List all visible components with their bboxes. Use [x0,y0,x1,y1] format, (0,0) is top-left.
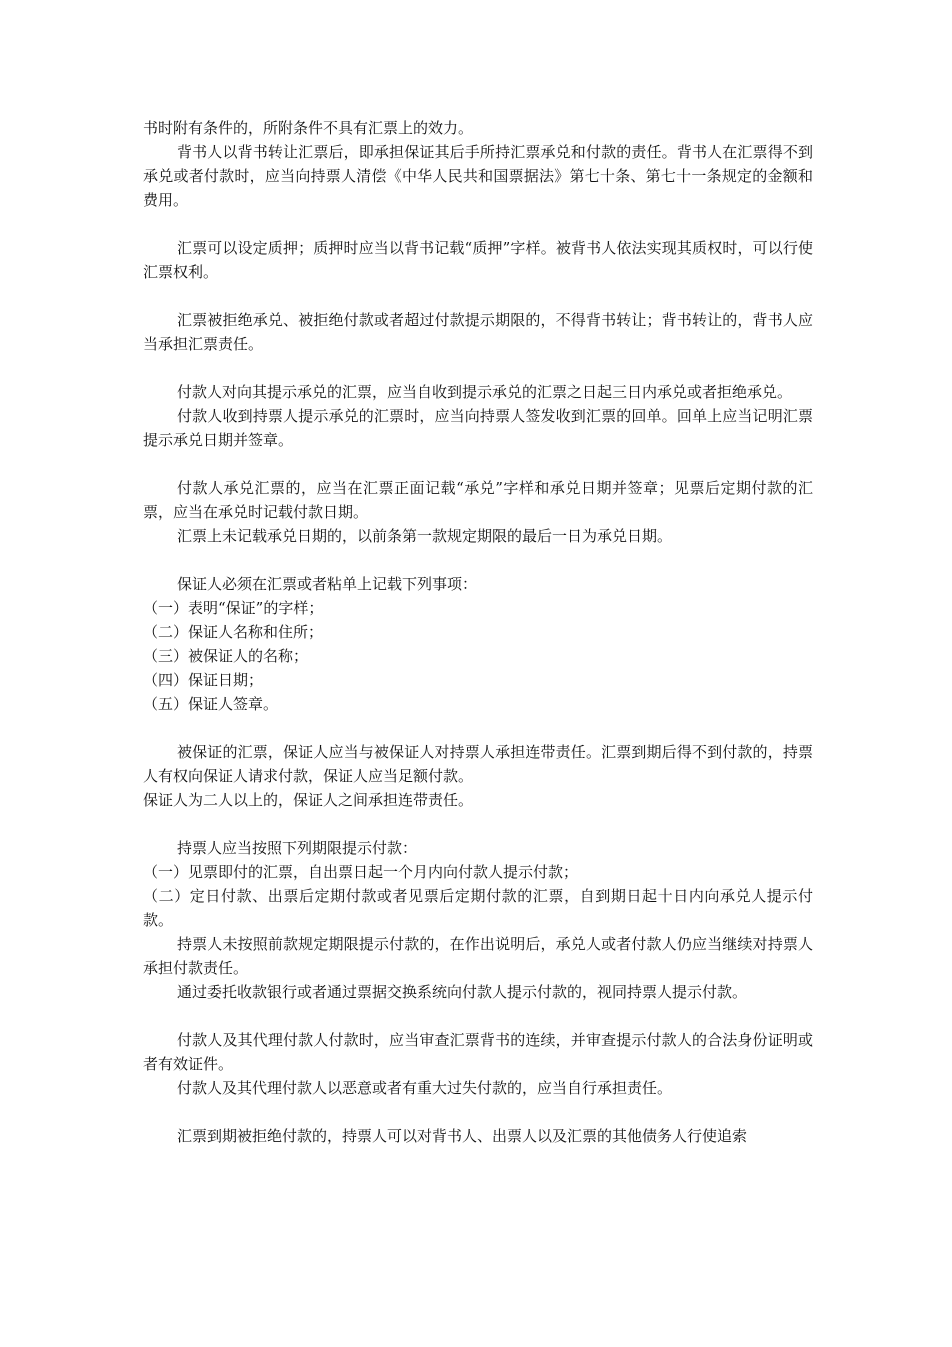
paragraph-acceptance-period: 付款人对向其提示承兑的汇票，应当自收到提示承兑的汇票之日起三日内承兑或者拒绝承兑。 [177,383,793,401]
list-item-payment-1: （一）见票即付的汇票，自出票日起一个月内向付款人提示付款； [143,863,579,881]
paragraph-endorsement-prohibited: 汇票被拒绝承兑、被拒绝付款或者超过付款提示期限的，不得背书转让；背书转让的，背书人应当承担汇票责任。 [143,311,813,353]
paragraph-endorser-liability: 背书人以背书转让汇票后，即承担保证其后手所持汇票承兑和付款的责任。背书人在汇票得不到承兑或者付款时，应当向持票人清偿《中华人民共和国票据法》第七十条、第七十一条规定的金额和费用。 [143,143,813,209]
paragraph-recourse: 汇票到期被拒绝付款的，持票人可以对背书人、出票人以及汇票的其他债务人行使追索 [177,1127,748,1145]
paragraph-joint-liability: 被保证的汇票，保证人应当与被保证人对持票人承担连带责任。汇票到期后得不到付款的，持票人有权向保证人请求付款，保证人应当足额付款。 [143,743,813,785]
paragraph-gap [143,716,813,740]
paragraph-gap [143,212,813,236]
paragraph-gap [143,548,813,572]
paragraph-gap [143,812,813,836]
paragraph-acceptance-receipt: 付款人收到持票人提示承兑的汇票时，应当向持票人签发收到汇票的回单。回单上应当记明汇票提示承兑日期并签章。 [143,407,813,449]
paragraph-acceptance-record: 付款人承兑汇票的，应当在汇票正面记载“承兑”字样和承兑日期并签章；见票后定期付款的汇票，应当在承兑时记载付款日期。 [143,479,813,521]
paragraph-gap [143,356,813,380]
paragraph-gap [143,1100,813,1124]
paragraph-continued-condition: 书时附有条件的，所附条件不具有汇票上的效力。 [143,119,474,137]
paragraph-gap [143,284,813,308]
list-item-guarantor-4: （四）保证日期； [143,671,264,689]
paragraph-payment-period-intro: 持票人应当按照下列期限提示付款： [177,839,418,857]
paragraph-late-presentation: 持票人未按照前款规定期限提示付款的，在作出说明后，承兑人或者付款人仍应当继续对持票人承担付款责任。 [143,935,813,977]
paragraph-payer-negligence: 付款人及其代理付款人以恶意或者有重大过失付款的，应当自行承担责任。 [177,1079,673,1097]
list-item-guarantor-5: （五）保证人签章。 [143,695,279,713]
paragraph-pledge: 汇票可以设定质押；质押时应当以背书记载“质押”字样。被背书人依法实现其质权时，可以行使汇票权利。 [143,239,813,281]
paragraph-collection-bank: 通过委托收款银行或者通过票据交换系统向付款人提示付款的，视同持票人提示付款。 [177,983,748,1001]
paragraph-acceptance-date: 汇票上未记载承兑日期的，以前条第一款规定期限的最后一日为承兑日期。 [177,527,673,545]
paragraph-gap [143,1004,813,1028]
list-item-guarantor-1: （一）表明“保证”的字样； [143,599,324,617]
paragraph-guarantor-items-intro: 保证人必须在汇票或者粘单上记载下列事项： [177,575,478,593]
document-body [143,116,813,1148]
list-item-guarantor-3: （三）被保证人的名称； [143,647,309,665]
list-item-guarantor-2: （二）保证人名称和住所； [143,623,324,641]
paragraph-multiple-guarantors: 保证人为二人以上的，保证人之间承担连带责任。 [143,791,474,809]
list-item-payment-2: （二）定日付款、出票后定期付款或者见票后定期付款的汇票，自到期日起十日内向承兑人提示付款。 [143,887,813,929]
paragraph-payer-review: 付款人及其代理付款人付款时，应当审查汇票背书的连续，并审查提示付款人的合法身份证明或者有效证件。 [143,1031,813,1073]
paragraph-gap [143,452,813,476]
